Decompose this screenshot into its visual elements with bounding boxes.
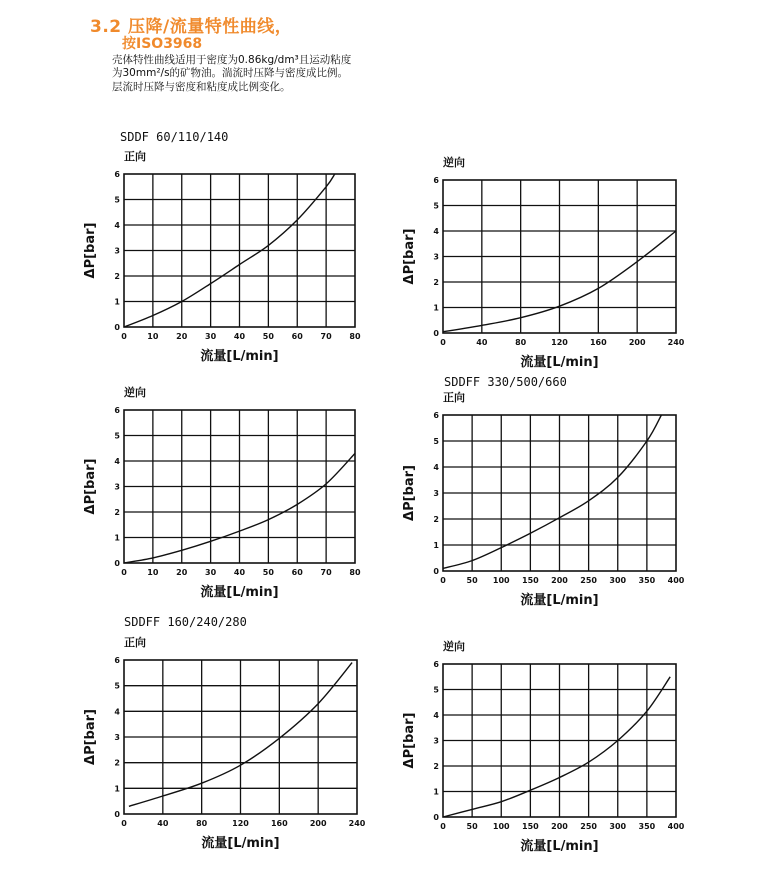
chart-2-ytick-label: 1	[433, 303, 439, 313]
chart-3-xtick-label: 40	[233, 568, 246, 577]
section-label-sddff-160: SDDFF 160/240/280	[124, 615, 247, 629]
chart-6-ytick-label: 1	[433, 787, 439, 797]
chart-4-direction-label: 正向	[443, 391, 465, 404]
chart-3-ytick-label: 4	[114, 457, 120, 466]
chart-6-xtick-label: 200	[551, 822, 568, 831]
chart-6-x-axis-label: 流量[L/min]	[520, 839, 599, 854]
chart-1-xtick-label: 10	[147, 332, 159, 341]
chart-3-x-axis-label: 流量[L/min]	[200, 585, 279, 600]
chart-5-ytick-label: 1	[114, 784, 120, 794]
chart-2-xtick-label: 200	[628, 338, 646, 347]
chart-3-ytick-label: 5	[114, 431, 120, 441]
chart-3-ytick-label: 2	[114, 508, 120, 517]
chart-1-ytick-label: 5	[114, 195, 120, 205]
chart-4-ytick-label: 2	[433, 515, 439, 524]
chart-5-xtick-label: 80	[196, 819, 208, 828]
chart-1-xtick-label: 40	[233, 332, 246, 341]
chart-2-ytick-label: 5	[433, 201, 439, 211]
chart-3-y-axis-label: ΔP[bar]	[83, 458, 98, 515]
chart-4-ytick-label: 6	[433, 411, 439, 420]
chart-5-xtick-label: 0	[121, 819, 127, 828]
chart-4-ytick-label: 4	[433, 463, 439, 472]
chart-6-ytick-label: 5	[433, 685, 439, 695]
chart-6-ytick-label: 4	[433, 711, 439, 720]
chart-4-xtick-label: 100	[492, 576, 510, 585]
chart-3-xtick-label: 10	[147, 568, 159, 577]
chart-5-xtick-label: 40	[157, 819, 169, 828]
chart-6-direction-label: 逆向	[443, 640, 465, 653]
chart-2-ytick-label: 4	[433, 227, 439, 236]
chart-3-xtick-label: 80	[349, 568, 361, 577]
chart-6-ytick-label: 2	[433, 762, 439, 771]
section-label-sddf-60: SDDF 60/110/140	[120, 130, 229, 144]
chart-2-xtick-label: 40	[476, 338, 488, 347]
chart-5-direction-label: 正向	[124, 636, 146, 649]
chart-4-ytick-label: 3	[433, 489, 439, 498]
chart-4-xtick-label: 0	[440, 576, 446, 585]
chart-1-ytick-label: 4	[114, 221, 120, 230]
chart-1-y-axis-label: ΔP[bar]	[83, 222, 98, 279]
chart-2-ytick-label: 3	[433, 252, 439, 262]
chart-2-x-axis-label: 流量[L/min]	[520, 355, 599, 370]
chart-3-xtick-label: 20	[176, 568, 188, 577]
chart-1-ytick-label: 6	[114, 170, 120, 179]
section-label-sddff-330: SDDFF 330/500/660	[444, 375, 567, 389]
chart-6-xtick-label: 250	[580, 822, 597, 831]
page-subtitle: 按ISO3968	[122, 36, 203, 52]
chart-1-direction-label: 正向	[124, 150, 146, 163]
chart-3-ytick-label: 6	[114, 406, 120, 415]
chart-5-xtick-label: 160	[270, 819, 288, 828]
chart-6-ytick-label: 6	[433, 660, 439, 669]
chart-4-y-axis-label: ΔP[bar]	[402, 465, 417, 521]
chart-5-y-axis-label: ΔP[bar]	[83, 709, 98, 765]
chart-5-ytick-label: 3	[114, 733, 120, 742]
chart-2-xtick-label: 0	[440, 338, 446, 347]
chart-4-ytick-label: 0	[433, 567, 439, 576]
chart-6-ytick-label: 0	[433, 813, 439, 822]
chart-1-xtick-label: 20	[176, 332, 188, 341]
chart-4-xtick-label: 400	[667, 576, 685, 585]
chart-1-ytick-label: 1	[114, 297, 120, 307]
chart-1-xtick-label: 60	[291, 332, 303, 341]
chart-2-ytick-label: 6	[433, 176, 439, 185]
chart-3-ytick-label: 1	[114, 533, 120, 543]
chart-1-xtick-label: 70	[320, 332, 332, 341]
chart-3-xtick-label: 60	[291, 568, 303, 577]
chart-6-xtick-label: 300	[609, 822, 627, 831]
chart-6-y-axis-label: ΔP[bar]	[402, 712, 417, 769]
chart-2-xtick-label: 240	[667, 338, 685, 347]
page-title: 3.2 压降/流量特性曲线，	[90, 17, 293, 37]
chart-4-ytick-label: 5	[433, 437, 439, 446]
chart-5-ytick-label: 5	[114, 681, 120, 691]
chart-3-ytick-label: 0	[114, 559, 120, 568]
chart-6-xtick-label: 0	[440, 822, 446, 831]
chart-2-xtick-label: 160	[589, 338, 607, 347]
description-text: 壳体特性曲线适用于密度为0.86kg/dm³且运动粘度为30mm²/s的矿物油。湍流时压降与密度成比例。层流时压降与密度和粘度成比例变化。	[112, 54, 352, 93]
chart-2-direction-label: 逆向	[443, 156, 465, 169]
chart-4-xtick-label: 150	[522, 576, 539, 585]
chart-1-xtick-label: 80	[349, 332, 361, 341]
chart-5-xtick-label: 200	[309, 819, 327, 828]
chart-5-ytick-label: 0	[114, 810, 120, 819]
chart-3-xtick-label: 50	[262, 568, 274, 577]
chart-4-xtick-label: 250	[580, 576, 597, 585]
chart-4-xtick-label: 50	[466, 576, 478, 585]
chart-3-direction-label: 逆向	[124, 386, 146, 399]
chart-1-xtick-label: 30	[205, 332, 217, 341]
chart-6-xtick-label: 100	[492, 822, 510, 831]
chart-3-xtick-label: 30	[205, 568, 217, 577]
chart-3-xtick-label: 70	[320, 568, 332, 577]
chart-5-xtick-label: 240	[348, 819, 366, 828]
chart-1-x-axis-label: 流量[L/min]	[200, 349, 279, 364]
chart-5-x-axis-label: 流量[L/min]	[201, 836, 280, 851]
chart-1-ytick-label: 3	[114, 246, 120, 256]
chart-1-ytick-label: 0	[114, 323, 120, 332]
chart-5-ytick-label: 4	[114, 707, 120, 717]
chart-6-xtick-label: 400	[667, 822, 685, 831]
chart-5-xtick-label: 120	[232, 819, 249, 828]
chart-2-ytick-label: 2	[433, 278, 439, 287]
chart-6-xtick-label: 150	[522, 822, 539, 831]
chart-6-ytick-label: 3	[433, 736, 439, 746]
chart-6-xtick-label: 50	[466, 822, 478, 831]
chart-1-ytick-label: 2	[114, 272, 120, 281]
chart-4-x-axis-label: 流量[L/min]	[520, 593, 599, 608]
chart-5-ytick-label: 2	[114, 758, 120, 768]
chart-6-xtick-label: 350	[638, 822, 656, 831]
chart-3-ytick-label: 3	[114, 482, 120, 492]
chart-1-xtick-label: 50	[262, 332, 274, 341]
chart-3-xtick-label: 0	[121, 568, 127, 577]
chart-2-xtick-label: 120	[551, 338, 568, 347]
chart-4-xtick-label: 200	[551, 576, 568, 585]
chart-4-ytick-label: 1	[433, 541, 439, 550]
chart-2-ytick-label: 0	[433, 329, 439, 338]
chart-2-xtick-label: 80	[515, 338, 527, 347]
chart-5-ytick-label: 6	[114, 656, 120, 665]
chart-1-xtick-label: 0	[121, 332, 127, 341]
chart-4-xtick-label: 300	[609, 576, 627, 585]
chart-6-series-line	[443, 677, 670, 817]
chart-2-y-axis-label: ΔP[bar]	[402, 228, 417, 285]
chart-4-xtick-label: 350	[638, 576, 656, 585]
